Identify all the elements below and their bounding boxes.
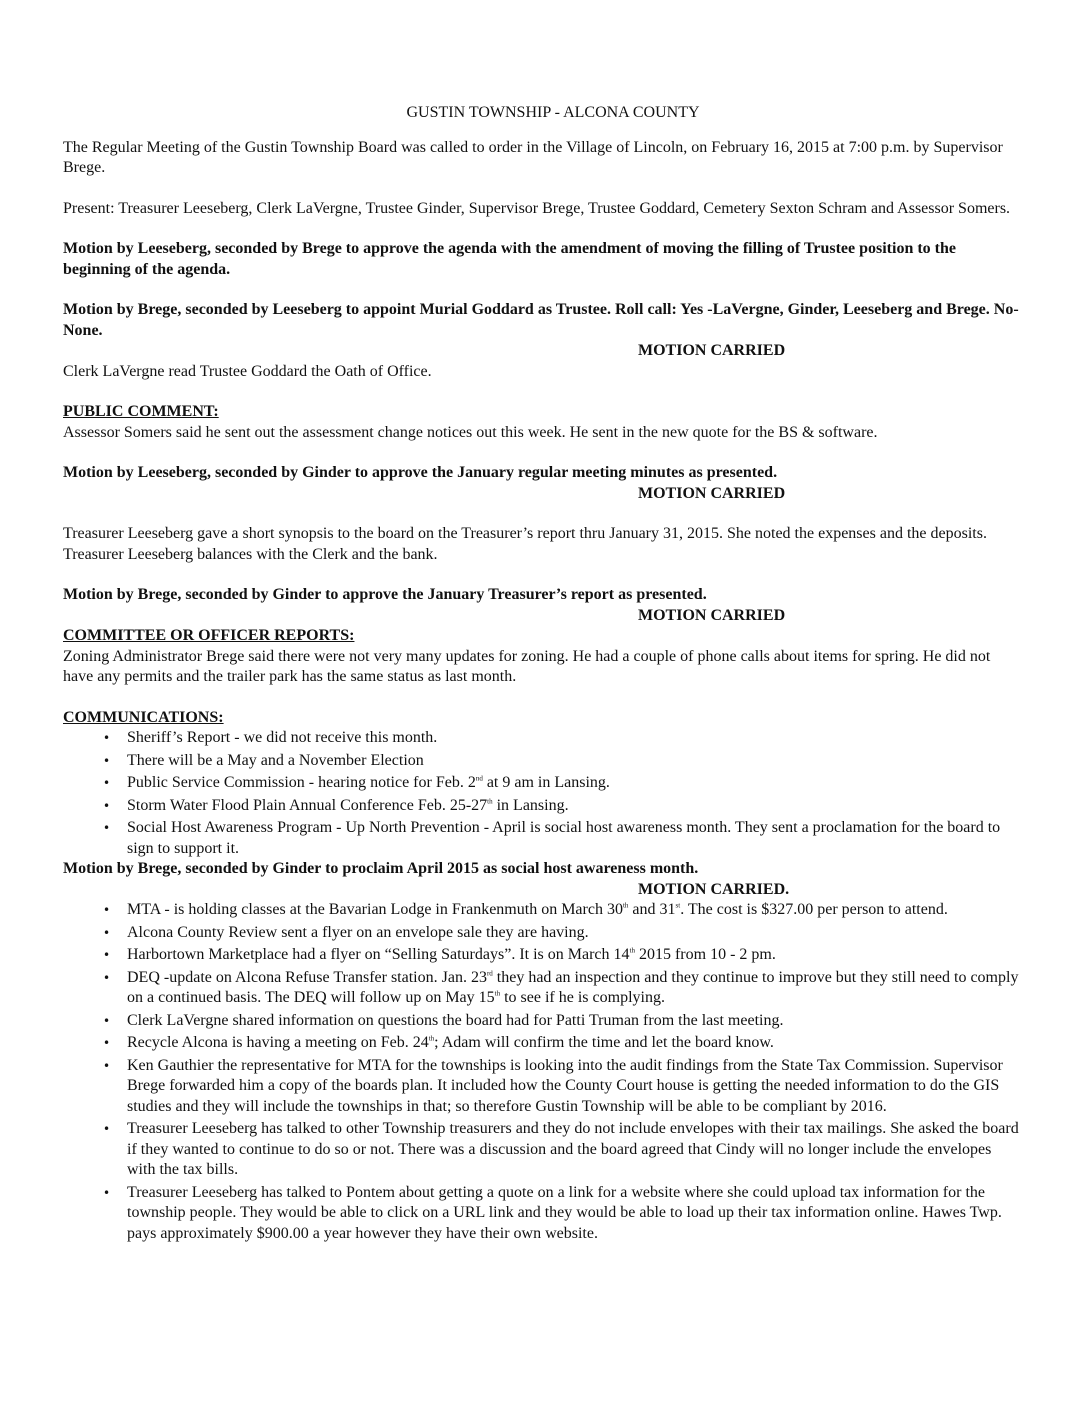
list-item [63,1183,1023,1245]
oath-paragraph: Clerk LaVergne read Trustee Goddard the Oath of Office. [63,362,432,380]
list-item-text: Sheriff’s Report - we did not receive this month. [127,729,438,746]
list-item-text: Social Host Awareness Program - Up North Prevention - April is social host awareness month. They sent a proclamation for the board to sign to support it. [127,819,1001,857]
list-item-text: MTA - is holding classes at the Bavarian Lodge in Frankenmuth on March 30 [127,901,623,918]
list-item [63,818,1023,859]
committee-text: Zoning Administrator Brege said there were not very many updates for zoning. He had a couple of phone calls about items for spring. He did not have any permits and the trailer park has the same status as last month. [63,647,991,685]
document-title: GUSTIN TOWNSHIP - ALCONA COUNTY [406,104,700,121]
list-item-text: ; Adam will confirm the time and let the board know. [434,1034,774,1051]
motion-carried-label: MOTION CARRIED [638,606,786,624]
list-item [63,773,1023,794]
document-page [63,103,1023,1246]
motion-treasurer: Motion by Brege, seconded by Ginder to approve the January Treasurer’s report as presented. [63,586,707,603]
ordinal-suffix: th [487,797,493,806]
list-item-text: and 31 [628,901,676,918]
ordinal-suffix: th [428,1034,435,1043]
present-paragraph: Present: Treasurer Leeseberg, Clerk LaVergne, Trustee Ginder, Supervisor Brege, Trustee Goddard, Cemetery Sexton Schram and Assessor Somers. [63,199,1011,217]
list-item [63,751,1023,772]
list-item-text: Public Service Commission - hearing notice for Feb. 2 [127,774,476,791]
list-item-text: 2015 from 10 - 2 pm. [634,946,776,963]
motion-trustee: Motion by Brege, seconded by Leeseberg to appoint Murial Goddard as Trustee. Roll call: Yes -LaVergne, Ginder, Leeseberg and Brege. No- None. [63,301,1019,339]
committee-heading: COMMITTEE OR OFFICER REPORTS: [63,627,355,644]
motion-carried-label: MOTION CARRIED [638,342,786,359]
communications-list-2 [63,900,1023,1244]
motion-carried-label: MOTION CARRIED. [638,880,790,898]
list-item [63,1119,1023,1181]
motion-minutes: Motion by Leeseberg, seconded by Ginder to approve the January regular meeting minutes as presented. [63,464,778,481]
motion-agenda: Motion by Leeseberg, seconded by Brege to approve the agenda with the amendment of moving the filling of Trustee position to the beginning of the agenda. [63,240,957,278]
list-item-text: at 9 am in Lansing. [482,774,610,791]
ordinal-suffix: th [629,946,635,955]
list-item-text: Ken Gauthier the representative for MTA for the townships is looking into the audit findings from the State Tax Commission. Supervisor Brege forwarded him a copy of the boards plan. It included how the County Court house is getting the needed information to do the GIS studies and they will include the townships in that; so therefore Gustin Township will be able to be compliant by 2016. [127,1056,1003,1115]
list-item-text: Alcona County Review sent a flyer on an envelope sale they are having. [127,923,589,941]
list-item-text: Storm Water Flood Plain Annual Conference Feb. 25-27 [127,796,488,814]
list-item-text: they had an inspection and they continue to improve but they still need to comply on a continued basis. The DEQ will follow up on May 15 [127,968,1019,1006]
public-comment-text: Assessor Somers said he sent out the assessment change notices out this week. He sent in the new quote for the BS & software. [63,423,878,441]
ordinal-suffix: nd [475,774,483,783]
treasurer-report-paragraph: Treasurer Leeseberg gave a short synopsis to the board on the Treasurer’s report thru January 31, 2015. She noted the expenses and the deposits. Treasurer Leeseberg balances with the Clerk and the bank. [63,525,987,563]
list-item-text: in Lansing. [492,796,569,814]
list-item-text: to see if he is complying. [500,989,665,1006]
list-item-text: There will be a May and a November Election [127,751,424,769]
communications-list-1 [63,728,1023,859]
motion-carried-label: MOTION CARRIED [638,484,786,502]
intro-paragraph: The Regular Meeting of the Gustin Township Board was called to order in the Village of Lincoln, on February 16, 2015 at 7:00 p.m. by Supervisor Brege. [63,138,1003,176]
list-item [63,1033,1023,1054]
list-item-text: Clerk LaVergne shared information on questions the board had for Patti Truman from the last meeting. [127,1011,784,1029]
list-item [63,796,1023,817]
list-item-text: DEQ -update on Alcona Refuse Transfer station. Jan. 23 [127,968,487,986]
list-item-text: Treasurer Leeseberg has talked to other Township treasurers and they do not include envelopes with their tax mailings. She asked the board if they wanted to continue to do so or not. There was a discussion and the board agreed that Cindy will no longer include the envelopes with the tax bills. [127,1120,1019,1178]
list-item-text: . The cost is $327.00 per person to attend. [680,901,948,918]
ordinal-suffix: rd [486,969,493,978]
list-item [63,923,1023,944]
ordinal-suffix: st [675,901,681,910]
list-item [63,1056,1023,1118]
communications-heading: COMMUNICATIONS: [63,708,224,726]
list-item [63,945,1023,966]
motion-proclaim: Motion by Brege, seconded by Ginder to proclaim April 2015 as social host awareness month. [63,860,699,877]
ordinal-suffix: th [494,989,501,998]
public-comment-heading: PUBLIC COMMENT: [63,403,219,420]
list-item-text: Treasurer Leeseberg has talked to Pontem about getting a quote on a link for a website where she could upload tax information for the township people. They would be able to click on a URL link and they would be able to load up their tax information online. Hawes Twp. pays approximately $900.00 a year however they have their own website. [127,1183,1002,1242]
list-item-text: Recycle Alcona is having a meeting on Feb. 24 [127,1034,429,1051]
list-item [63,1011,1023,1032]
list-item [63,900,1023,921]
ordinal-suffix: th [622,901,629,910]
list-item [63,728,1023,749]
list-item [63,968,1023,1009]
list-item-text: Harbortown Marketplace had a flyer on “Selling Saturdays”. It is on March 14 [127,946,630,963]
